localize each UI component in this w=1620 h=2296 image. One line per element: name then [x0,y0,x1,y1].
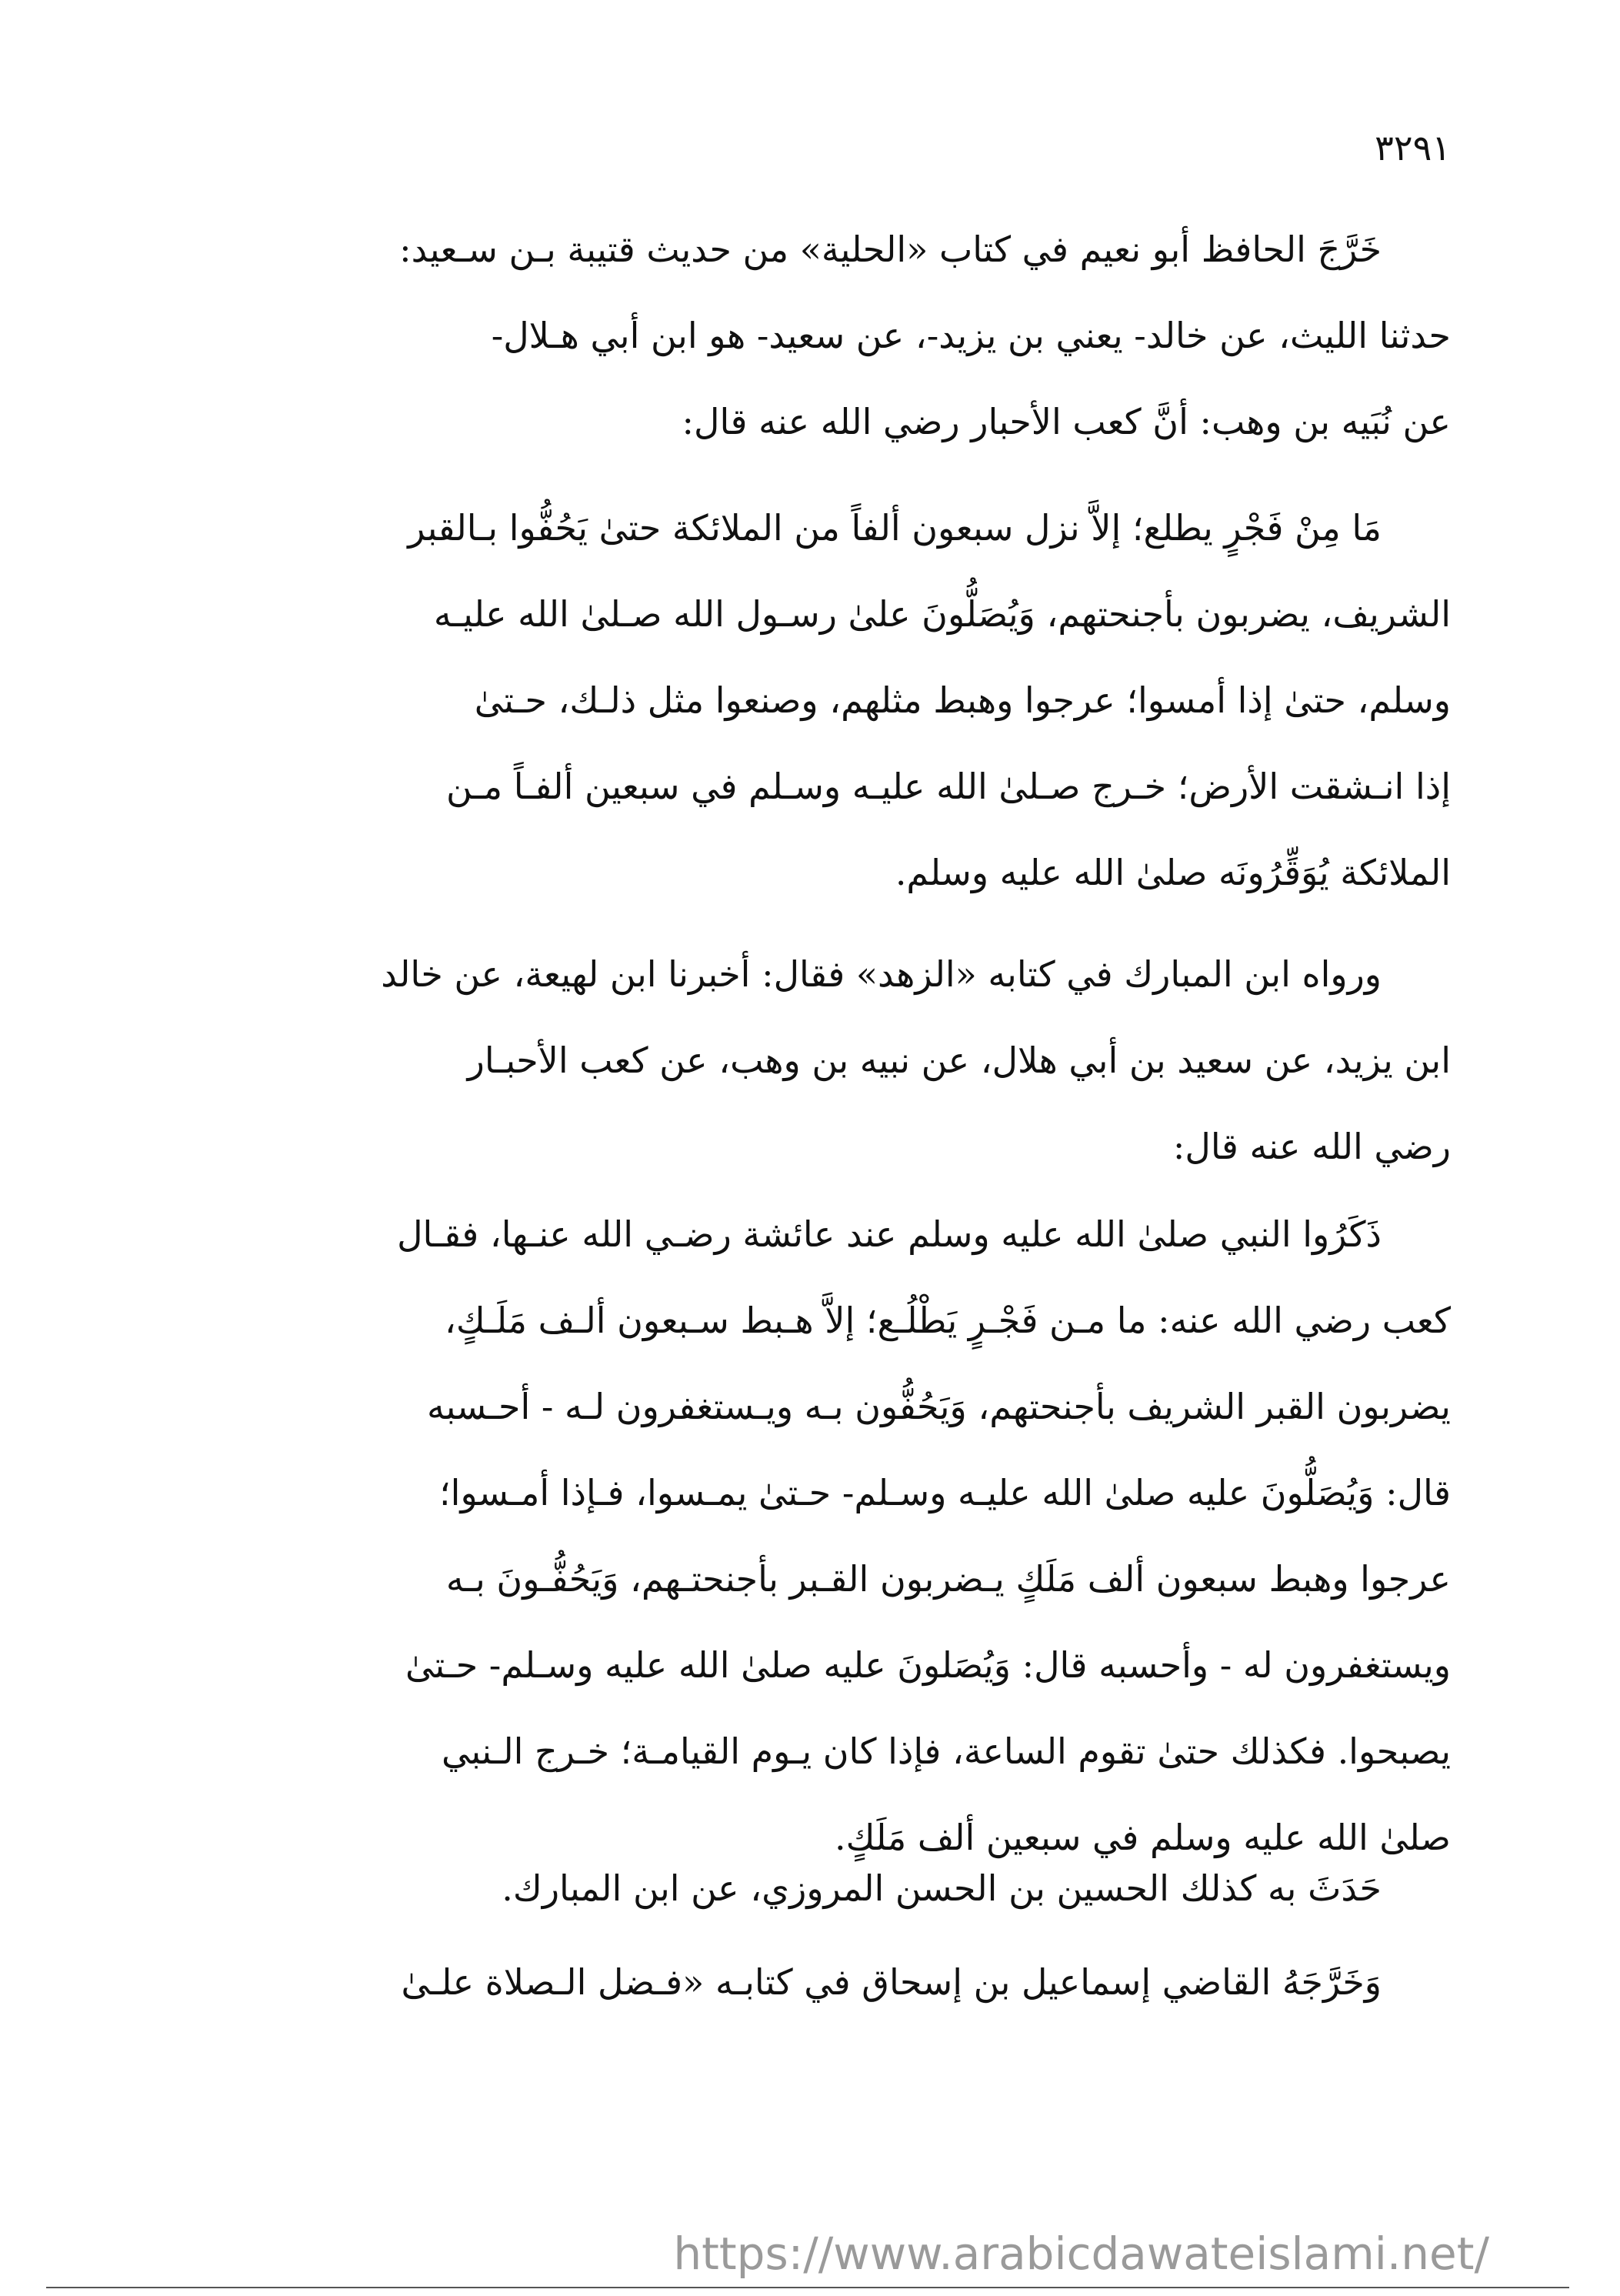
text-line: الشريف، يضربون بأجنحتهم، وَيُصَلُّونَ علىٰ رسـول الله صـلىٰ الله عليـه [433,593,1451,635]
text-line: عرجوا وهبط سبعون ألف مَلَكٍ يـضربون القـبر بأجنحتـهم، وَيَحُفُّـونَ بـه [445,1558,1451,1600]
text-line: يصبحوا. فكذلك حتىٰ تقوم الساعة، فإذا كان يـوم القيامـة؛ خـرج الـنبي [442,1730,1451,1772]
text-line: وسلم، حتىٰ إذا أمسوا؛ عرجوا وهبط مثلهم، وصنعوا مثل ذلـك، حـتىٰ [474,679,1451,721]
page-number: ٣٢٩١ [1375,127,1451,169]
text-line: حدثنا الليث، عن خالد- يعني بن يزيد-، عن سعيد- هو ابن أبي هـلال- [491,315,1451,356]
text-line: ذَكَرُوا النبي صلىٰ الله عليه وسلم عند عائشة رضـي الله عنـها، فقـال [397,1213,1382,1255]
text-line: ورواه ابن المبارك في كتابه «الزهد» فقال: أخبرنا ابن لهيعة، عن خالد [381,953,1382,995]
text-line: يضربون القبر الشريف بأجنحتهم، وَيَحُفُّون بـه ويـستغفرون لـه - أحـسبه [426,1386,1451,1427]
bottom-rule [46,2287,1569,2288]
text-line: ويستغفرون له - وأحسبه قال: وَيُصَلونَ عليه صلىٰ الله عليه وسـلم- حـتىٰ [405,1644,1451,1686]
paragraph [185,1191,1451,1881]
paragraph [185,1939,1451,2025]
text-line: خَرَّجَ الحافظ أبو نعيم في كتاب «الحلية» من حديث قتيبة بـن سـعيد: [399,229,1382,270]
text-line: مَا مِنْ فَجْرٍ يطلع؛ إلاَّ نزل سبعون ألفاً من الملائكة حتىٰ يَحُفُّوا بـالقبر [408,507,1382,549]
paragraph [185,1845,1451,1931]
text-line: قال: وَيُصَلُّونَ عليه صلىٰ الله عليـه وسـلم- حـتىٰ يمـسوا، فـإذا أمـسوا؛ [439,1472,1451,1513]
text-line: صلىٰ الله عليه وسلم في سبعين ألف مَلَكٍ. [834,1817,1451,1858]
footer-url: https://www.arabicdawateislami.net/ [673,2228,1489,2280]
text-line: إذا انـشقت الأرض؛ خـرج صـلىٰ الله عليـه وسـلم في سبعين ألفـاً مـن [446,766,1451,807]
text-line: وَخَرَّجَهُ القاضي إسماعيل بن إسحاق في كتابـه «فـضل الـصلاة علـىٰ [401,1961,1382,2003]
text-line: عن نُبَيه بن وهب: أنَّ كعب الأحبار رضي الله عنه قال: [682,401,1451,442]
paragraph [185,485,1451,916]
text-line: كعب رضي الله عنه: ما مـن فَجْـرٍ يَطْلُـع؛ إلاَّ هـبط سـبعون ألـف مَلَـكٍ، [445,1300,1451,1341]
paragraph [185,206,1451,465]
text-line: حَدَثَ به كذلك الحسين بن الحسن المروزي، عن ابن المبارك. [502,1867,1382,1909]
text-line: ابن يزيد، عن سعيد بن أبي هلال، عن نبيه بن وهب، عن كعب الأحبـار [467,1040,1451,1081]
text-line: رضي الله عنه قال: [1172,1126,1451,1167]
paragraph [185,931,1451,1190]
text-line: الملائكة يُوَقِّرُونَه صلىٰ الله عليه وسلم. [895,852,1451,893]
